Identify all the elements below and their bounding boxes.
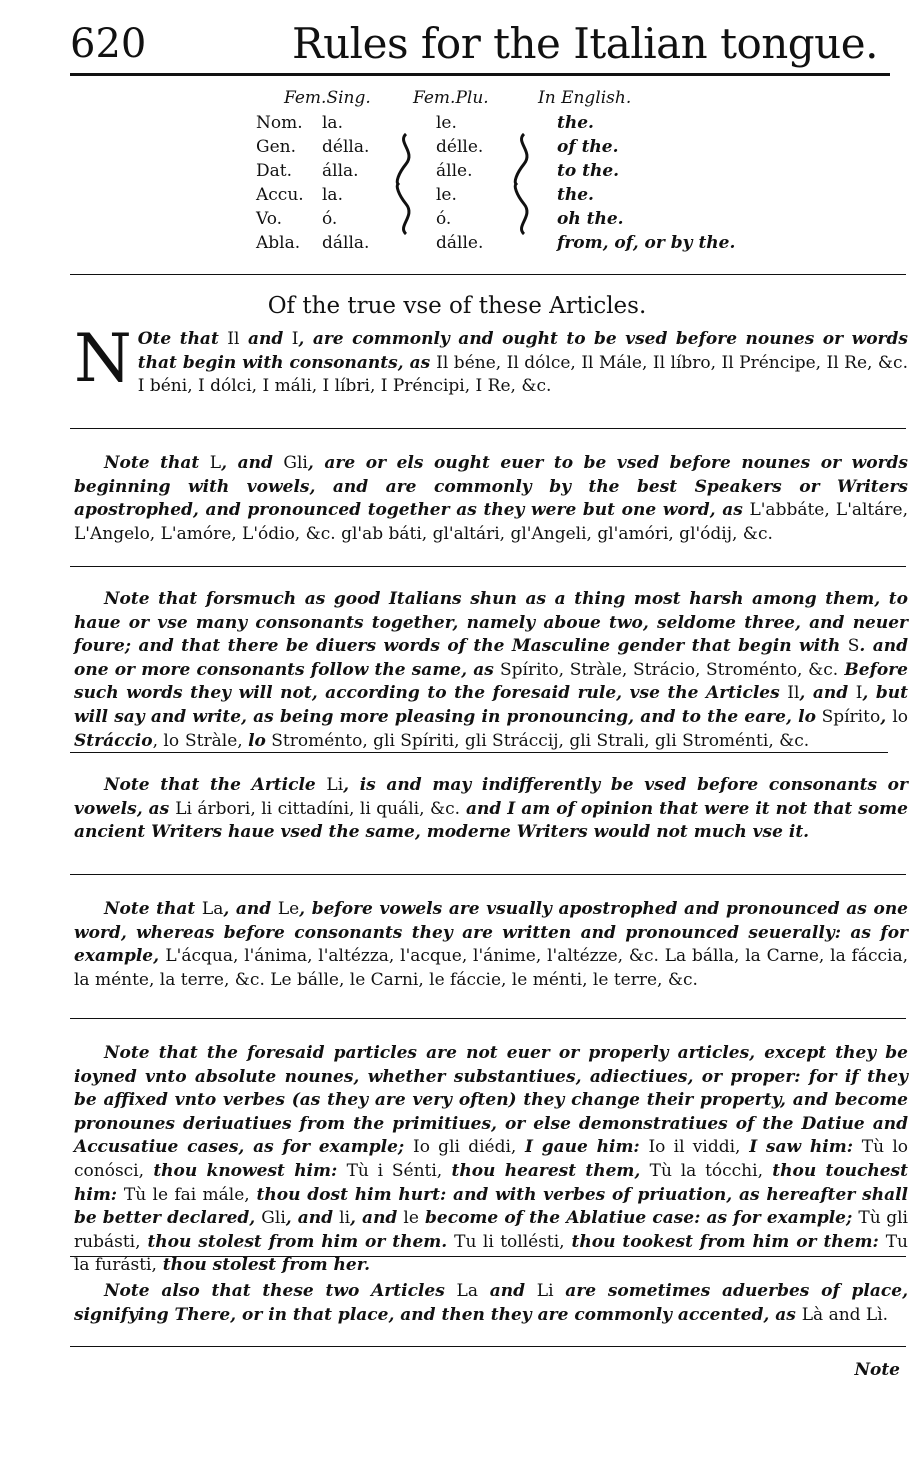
paragraph-il-i: N Ote that Il and I, are commonly and ought to be vsed before nounes or words that begin with consonants, as Il béne, Il dólce, Il Mále, Il líbro, Il Préncipe, Il Re, &c. I béni, I dólci, I máli, I líbri, I Préncipi, I Re, &c. [74,320,908,397]
divider-rule [70,1256,906,1257]
divider-rule [70,1018,906,1019]
divider-rule [70,752,888,753]
col-header-fem-sing: Fem.Sing. [284,88,371,108]
page-number: 620 [70,21,147,67]
paragraph-li: Note that the Article Li, is and may indifferently be vsed before consonants or vowels, as Li árbori, li cittadíni, li quáli, &c. and I am of opinion that were it not that some ancient Writers haue vsed the same, moderne Writers would not much vse it. [74,775,908,843]
sing-form: la. [322,113,343,133]
curly-brace-icon [512,132,536,236]
sing-form: la. [322,185,343,205]
english-gloss: the. [557,113,594,133]
english-gloss: of the. [557,137,619,157]
paragraph-la-le: Note that La, and Le, before vowels are vsually apostrophed and pronounced as one word, whereas before consonants they are written and pronounced seuerally: as for example, L'ácqua, l'ánima, l'altézza, l'acque, l'ánime, l'altézze, &c. La bálla, la Carne, la fáccia, la ménte, la terre, &c. Le bálle, le Carni, le fáccie, le ménti, le terre, &c. [74,899,908,990]
sing-form: délla. [322,137,370,157]
case-label: Nom. [256,113,303,133]
running-title: Rules for the Italian tongue. [292,19,878,68]
plu-form: le. [436,113,457,133]
col-header-in-english: In English. [538,88,632,108]
divider-rule [70,428,906,429]
plu-form: dálle. [436,233,484,253]
english-gloss: to the. [557,161,620,181]
divider-rule [70,566,906,567]
drop-cap: N [74,320,132,397]
english-gloss: the. [557,185,594,205]
case-label: Abla. [256,233,301,253]
section-heading: Of the true vse of these Articles. [267,293,647,319]
paragraph-l-gli: Note that L, and Gli, are or els ought euer to be vsed before nounes or words beginning with vowels, and are commonly by the best Speakers or Writers apostrophed, and pronounced together as they were but one word, as L'abbáte, L'altáre, L'Angelo, L'amóre, L'ódio, &c. gl'ab báti, gl'altári, gl'Angeli, gl'amóri, gl'ódij, &c. [74,453,908,544]
case-label: Gen. [256,137,296,157]
plu-form: délle. [436,137,484,157]
col-header-fem-plu: Fem.Plu. [413,88,489,108]
header-rule [70,73,890,76]
english-gloss: from, of, or by the. [557,233,736,253]
sing-form: álla. [322,161,359,181]
curly-brace-icon [394,132,418,236]
divider-rule [70,874,906,875]
english-gloss: oh the. [557,209,624,229]
paragraph-particles: Note that the foresaid particles are not euer or properly articles, except they be ioyned vnto absolute nounes, whether substantiues, adiectiues, or proper: for if they be affixed vnto verbes (as they are very often) they change their property, and become pronounes deriuatiues from the primitiues, or else demonstratiues of the Datiue and Accusatiue cases, as for example; Io gli diédi, I gaue him: Io il viddi, I saw him: Tù lo conósci, thou knowest him: Tù i Sénti, thou hearest them, Tù la tócchi, thou touchest him: Tù le fai mále, thou dost him hurt: and with verbes of priuation, as hereafter shall be better declared, Gli, and li, and le become of the Ablatiue case: as for example; Tù gli rubásti, thou stolest from him or them. Tu li tollésti, thou tookest from him or them: Tu la furásti, thou stolest from her. [74,1043,908,1276]
plu-form: álle. [436,161,473,181]
sing-form: dálla. [322,233,370,253]
paragraph-la-li-adverbs: Note also that these two Articles La and Li are sometimes aduerbes of place, signifying There, or in that place, and then they are commonly accented, as Là and Lì. [74,1281,908,1325]
case-label: Dat. [256,161,293,181]
case-label: Vo. [256,209,283,229]
divider-rule [70,1346,906,1347]
case-label: Accu. [256,185,304,205]
sing-form: ó. [322,209,338,229]
paragraph-consonants: Note that forsmuch as good Italians shun as a thing most harsh among them, to haue or vse many consonants together, namely aboue two, seldome three, and neuer foure; and that there be diuers words of the Masculine gender that begin with S. and one or more consonants follow the same, as Spírito, Stràle, Strácio, Stroménto, &c. Before such words they will not, according to the foresaid rule, vse the Articles Il, and I, but will say and write, as being more pleasing in pronouncing, and to the eare, lo Spírito, lo Stráccio, lo Stràle, lo Stroménto, gli Spíriti, gli Stráccij, gli Strali, gli Stroménti, &c. [74,589,909,751]
catchword: Note [854,1360,900,1380]
plu-form: le. [436,185,457,205]
plu-form: ó. [436,209,452,229]
divider-rule [70,274,906,275]
